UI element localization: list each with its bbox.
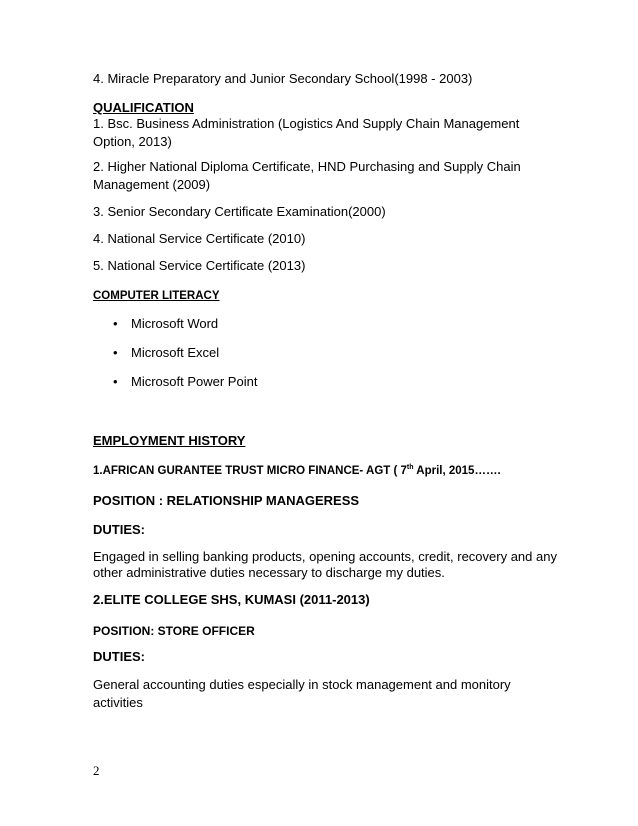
qualification-item-5: 5. National Service Certificate (2013) xyxy=(93,258,306,273)
job-1-title-pre: 1.AFRICAN GURANTEE TRUST MICRO FINANCE- AGT ( 7 xyxy=(93,465,407,477)
qualification-item-2-line1: 2. Higher National Diploma Certificate, HND Purchasing and Supply Chain xyxy=(93,159,521,174)
job-1-title-post: April, 2015……. xyxy=(413,465,501,477)
education-item-4: 4. Miracle Preparatory and Junior Secondary School(1998 - 2003) xyxy=(93,71,473,86)
qualification-item-1-line2: Option, 2013) xyxy=(93,134,172,149)
job-2-title: 2.ELITE COLLEGE SHS, KUMASI (2011-2013) xyxy=(93,592,370,607)
job-2-duties-line1: General accounting duties especially in stock management and monitory xyxy=(93,677,511,692)
computer-skill-item: Microsoft Word xyxy=(131,316,219,331)
computer-literacy-heading: COMPUTER LITERACY xyxy=(93,290,220,302)
bullet-icon: • xyxy=(113,345,118,360)
job-2-position: POSITION: STORE OFFICER xyxy=(93,624,255,638)
qualification-item-1-line1: 1. Bsc. Business Administration (Logistics And Supply Chain Management xyxy=(93,116,520,131)
job-1-position: POSITION : RELATIONSHIP MANAGERESS xyxy=(93,493,360,508)
job-1-duties-line2: other administrative duties necessary to discharge my duties. xyxy=(93,565,445,580)
computer-skill-item: Microsoft Excel xyxy=(131,345,220,360)
bullet-icon: • xyxy=(113,374,118,389)
page-number: 2 xyxy=(93,763,100,778)
job-2-duties-label: DUTIES: xyxy=(93,649,145,664)
computer-skill-item: Microsoft Power Point xyxy=(131,374,258,389)
job-1-duties-label: DUTIES: xyxy=(93,522,145,537)
qualification-item-4: 4. National Service Certificate (2010) xyxy=(93,231,306,246)
job-1-title xyxy=(93,462,501,480)
job-2-duties-line2: activities xyxy=(93,695,143,710)
job-1-title-sup: th xyxy=(406,464,414,472)
qualification-item-3: 3. Senior Secondary Certificate Examination(2000) xyxy=(93,204,386,219)
qualification-heading: QUALIFICATION xyxy=(93,100,194,115)
bullet-icon: • xyxy=(113,316,118,331)
job-1-duties-line1: Engaged in selling banking products, opening accounts, credit, recovery and any xyxy=(93,549,557,564)
qualification-item-2-line2: Management (2009) xyxy=(93,177,211,192)
employment-history-heading: EMPLOYMENT HISTORY xyxy=(93,433,246,448)
